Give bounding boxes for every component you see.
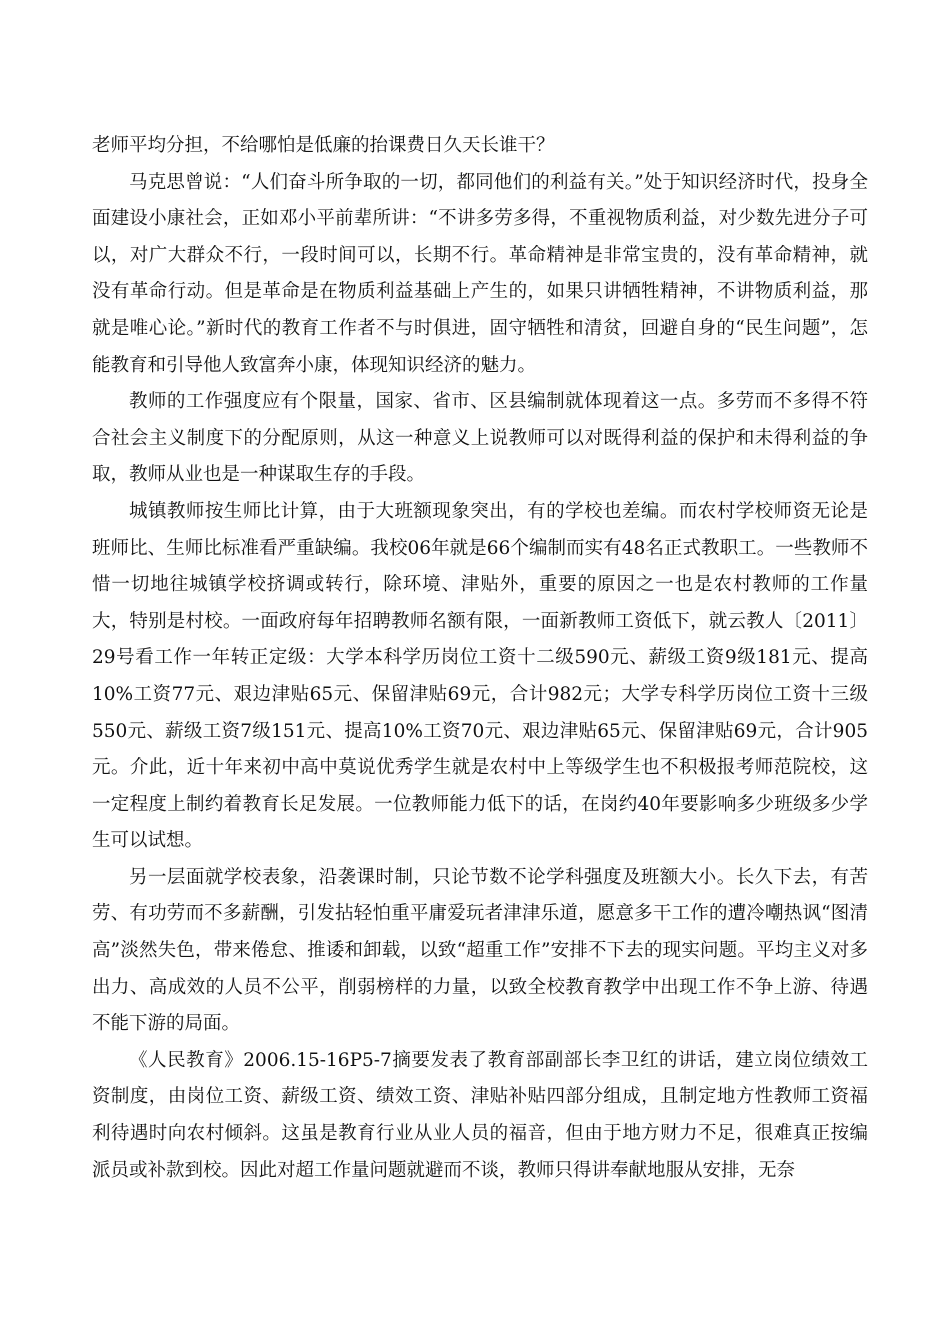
paragraph-continuation: 老师平均分担，不给哪怕是低廉的抬课费日久天长谁干？ [92, 135, 555, 156]
paragraph-staffing-salary: 城镇教师按生师比计算，由于大班额现象突出，有的学校也差编。而农村学校师资无论是班师比、生师比标准看严重缺编。我校06年就是66个编制而实有48名正式教职工。一些教师不惜一切地往城镇学校挤调或转行，除环境、津贴外，重要的原因之一也是农村教师的工作量大，特别是村校。一面政府每年招聘教师名额有限，一面新教师工资低下，就云教人〔2011〕29号看工作一年转正定级：大学本科学历岗位工资十二级590元、薪级工资9级181元、提高10%工资77元、艰边津贴65元、保留津贴69元，合计982元；大学专科学历岗位工资十三级550元、薪级工资7级151元、提高10%工资70元、艰边津贴65元、保留津贴69元，合计905元。介此，近十年来初中高中莫说优秀学生就是农村中上等级学生也不积极报考师范院校，这一定程度上制约着教育长足发展。一位教师能力低下的话，在岗约40年要影响多少班级多少学生可以试想。 [92, 500, 868, 852]
paragraph-marx-quote: 马克思曾说：“人们奋斗所争取的一切，都同他们的利益有关。”处于知识经济时代，投身全面建设小康社会，正如邓小平前辈所讲：“不讲多劳多得，不重视物质利益，对少数先进分子可以，对广大群众不行，一段时间可以，长期不行。革命精神是非常宝贵的，没有革命精神，就没有革命行动。但是革命是在物质利益基础上产生的，如果只讲牺牲精神，不讲物质利益，那就是唯心论。”新时代的教育工作者不与时俱进，固守牺牲和清贫，回避自身的“民生问题”，怎能教育和引导他人致富奔小康，体现知识经济的魅力。 [92, 171, 868, 376]
document-page [92, 128, 868, 1189]
paragraph-people-education: 《人民教育》2006.15-16P5-7摘要发表了教育部副部长李卫红的讲话，建立岗位绩效工资制度，由岗位工资、薪级工资、绩效工资、津贴补贴四部分组成，且制定地方性教师工资福利待遇时向农村倾斜。这虽是教育行业从业人员的福音，但由于地方财力不足，很难真正按编派员或补款到校。因此对超工作量问题就避而不谈，教师只得讲奉献地服从安排，无奈 [92, 1049, 868, 1181]
paragraph-workload-limit: 教师的工作强度应有个限量，国家、省市、区县编制就体现着这一点。多劳而不多得不符合社会主义制度下的分配原则，从这一种意义上说教师可以对既得利益的保护和未得利益的争取，教师从业也是一种谋取生存的手段。 [92, 391, 868, 486]
paragraph-class-hour-system: 另一层面就学校表象，沿袭课时制，只论节数不论学科强度及班额大小。长久下去，有苦劳、有功劳而不多薪酬，引发拈轻怕重平庸爱玩者津津乐道，愿意多干工作的遭冷嘲热讽“图清高”淡然失色，带来倦怠、推诿和卸载，以致“超重工作”安排不下去的现实问题。平均主义对多出力、高成效的人员不公平，削弱榜样的力量，以致全校教育教学中出现工作不争上游、待遇不能下游的局面。 [92, 866, 868, 1035]
